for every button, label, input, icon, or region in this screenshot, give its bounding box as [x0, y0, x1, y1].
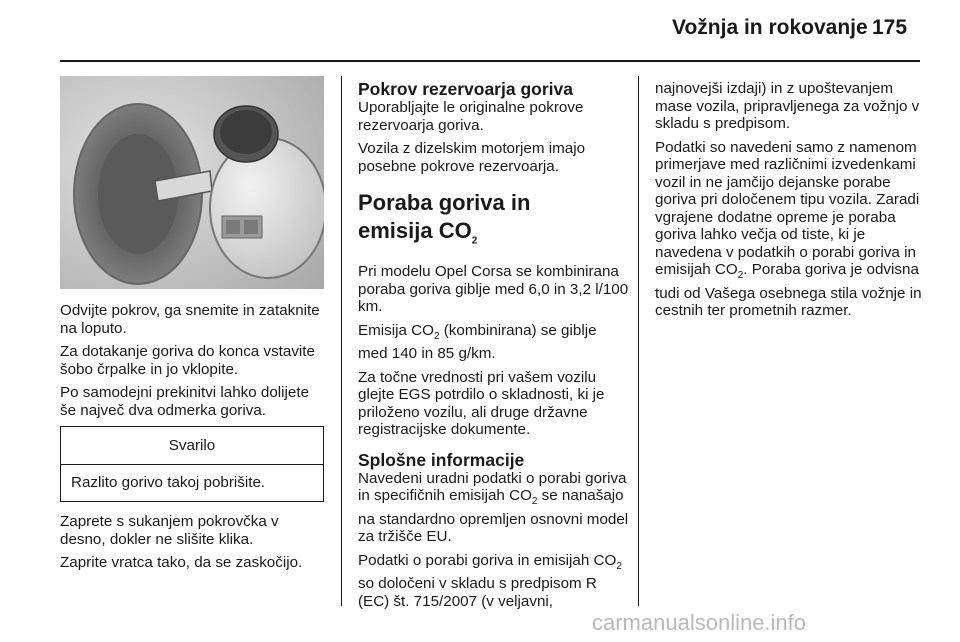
general-paragraph-2: [358, 552, 630, 611]
instruction-top-up: Po samodejni prekinitvi lahko dolijete še največ dva odmerka goriva.: [60, 384, 310, 419]
gen-p1-text-a: Navedeni uradni podatki o porabi goriva in specifičnih emisijah CO: [358, 469, 627, 505]
heading-consumption-line-2: emisija CO: [358, 218, 472, 243]
right-column: [655, 80, 923, 326]
heading-consumption: [358, 189, 630, 255]
header-rule: [60, 60, 920, 62]
gen-p1-text-b: se nanašajo na standardno opremljen osnovni model za tržišče EU.: [358, 487, 629, 546]
gen-p2-text-a: Podatki o porabi goriva in emisijah CO: [358, 551, 617, 569]
watermark: carmanualsonline.info: [592, 610, 807, 635]
gen-p2-text-b: so določeni v skladu s predpisom R (EC) št. 715/2007 (v veljavni,: [358, 575, 597, 610]
cons-p2-text-b: (kombinirana) se giblje med 140 in 85 g/km.: [358, 321, 597, 363]
instruction-close-flap: Zaprite vratca tako, da se zaskočijo.: [60, 554, 303, 571]
left-column-lower: [60, 513, 326, 578]
heading-consumption-line-1: Poraba goriva in: [358, 190, 531, 215]
warning-box: [60, 426, 324, 502]
heading-fuel-cap: Pokrov rezervoarja goriva: [358, 79, 573, 99]
right-paragraph-2: [655, 139, 923, 320]
cons-p2-text-a: Emisija CO: [358, 321, 434, 339]
warning-text: Razlito gorivo takoj pobrišite.: [71, 474, 266, 491]
column-divider-left: [341, 76, 342, 606]
left-column: [60, 302, 326, 425]
heading-general-info: Splošne informacije: [358, 449, 525, 470]
instruction-insert-nozzle: Za dotakanje goriva do konca vstavite šobo črpalke in jo vklopite.: [60, 343, 315, 378]
co2-subscript: 2: [471, 235, 478, 247]
gen-p1-subscript: 2: [531, 496, 538, 508]
right-p2-subscript: 2: [737, 270, 744, 282]
fuel-filler-cap-photo: [60, 76, 324, 289]
right-p2-text-a: Podatki so navedeni samo z namenom primerjave med različnimi izvedenkami vozil in ne jamčijo dejanske porabe goriva pri določenem tipu vozila. Zaradi vgrajene dodatne opreme je poraba goriva lahko večja od tiste, ki je navedena v podatkih o porabi goriva in emisijah CO: [655, 138, 920, 278]
right-paragraph-1: najnovejši izdaji) in z upoštevanjem mase vozila, pripravljenega za vožnjo v skladu s predpisom.: [655, 80, 920, 132]
cons-p2-subscript: 2: [433, 330, 440, 342]
right-p2-text-b: . Poraba goriva je odvisna tudi od Vašega osebnega stila vožnje in cestnih ter prometnih razmer.: [655, 261, 922, 320]
general-paragraph-1: [358, 470, 630, 546]
consumption-paragraph-3: Za točne vrednosti pri vašem vozilu glejte EGS potrdilo o skladnosti, ki je priloženo vozilu, ali druge državne registracijske dokumente.: [358, 368, 605, 439]
fuel-cap-illustration: [60, 76, 324, 289]
cap-paragraph-1: Uporabljajte le originalne pokrove rezervoarja goriva.: [358, 99, 584, 134]
warning-title: Svarilo: [61, 427, 323, 465]
middle-column: [358, 80, 630, 616]
gen-p2-subscript: 2: [616, 560, 622, 572]
consumption-paragraph-2: [358, 322, 630, 363]
column-divider-right: [638, 76, 639, 606]
page-number: 175: [872, 16, 908, 39]
instruction-close-cap: Zaprete s sukanjem pokrovčka v desno, dokler ne slišite klika.: [60, 513, 279, 548]
running-header-title: Vožnja in rokovanje: [672, 16, 868, 39]
cap-paragraph-2: Vozila z dizelskim motorjem imajo posebne pokrove rezervoarja.: [358, 140, 586, 175]
instruction-unscrew-cap: Odvijte pokrov, ga snemite in zataknite na loputo.: [60, 302, 320, 337]
consumption-paragraph-1: Pri modelu Opel Corsa se kombinirana poraba goriva giblje med 6,0 in 3,2 l/100 km.: [358, 263, 629, 316]
